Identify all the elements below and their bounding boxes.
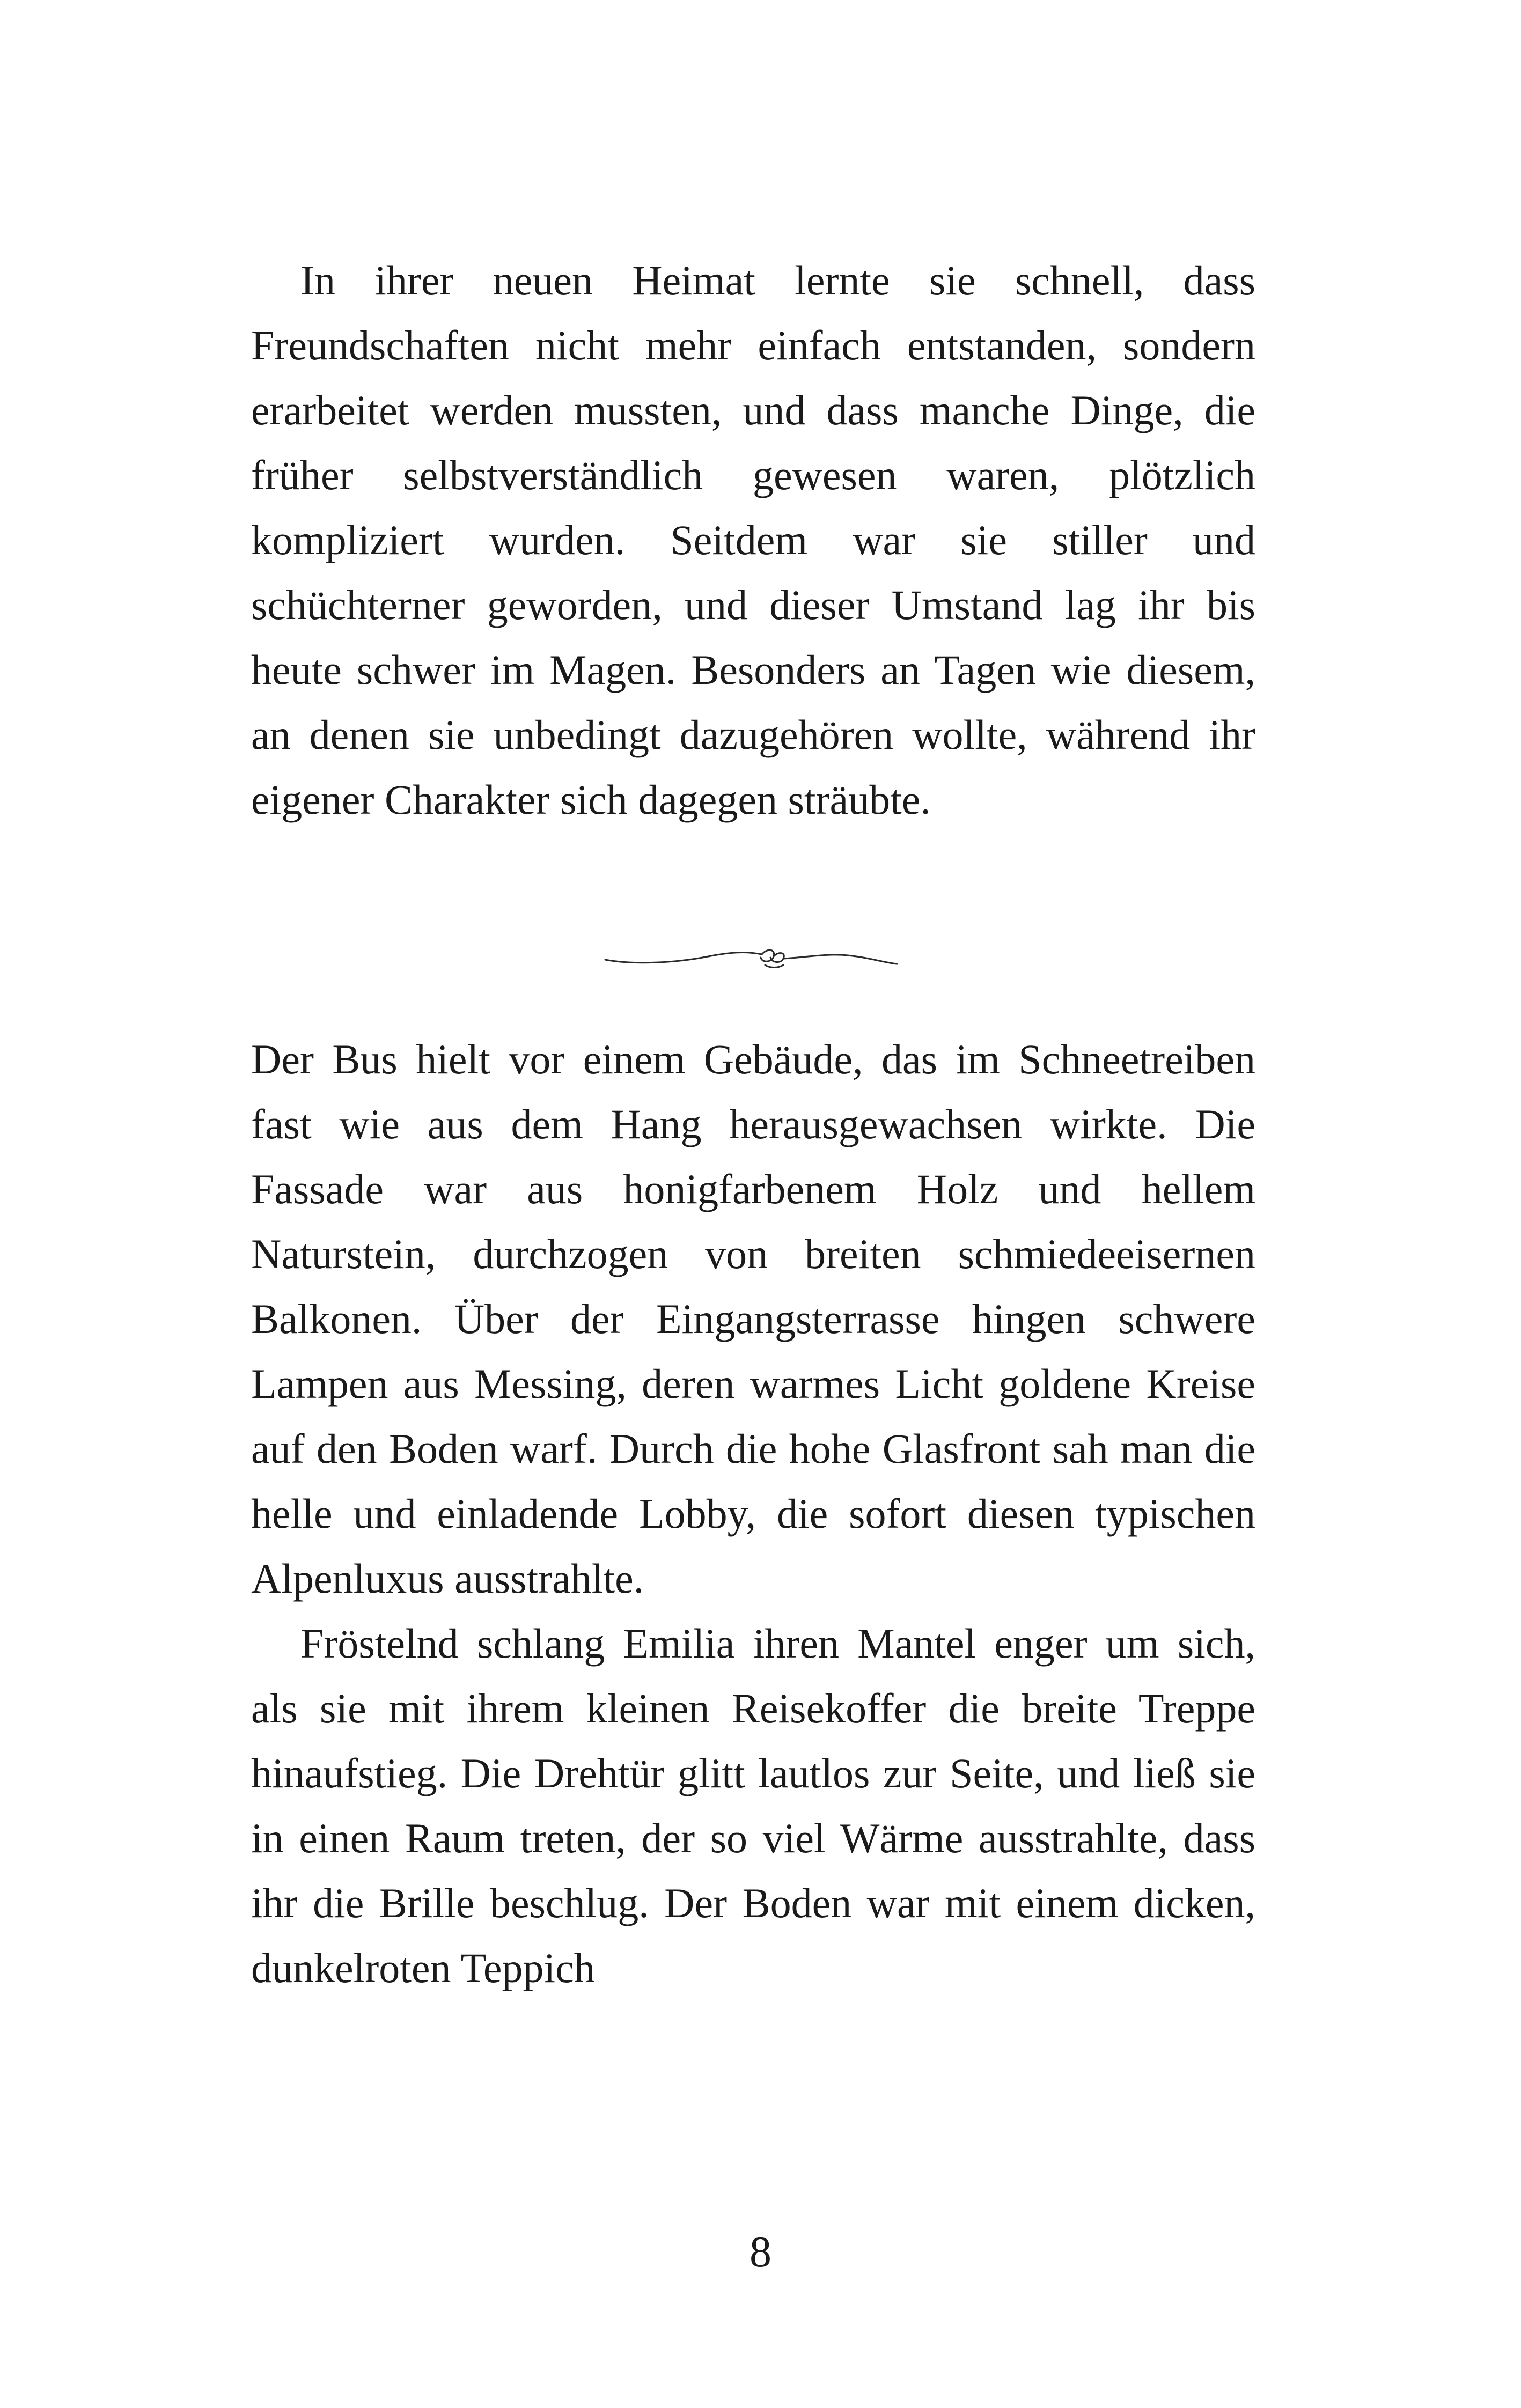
page-number: 8 <box>750 2227 771 2276</box>
section-two <box>251 1027 1255 2000</box>
flourish-divider-icon <box>601 941 901 974</box>
paragraph: Fröstelnd schlang Emilia ihren Mantel enger um sich, als sie mit ihrem kleinen Reisekoffer die breite Treppe hinaufstieg. Die Drehtür glitt lautlos zur Seite, und ließ sie in einen Raum treten, der so viel Wärme ausstrahlte, dass ihr die Brille beschlug. Der Boden war mit einem dicken, dunkelroten Teppich <box>251 1620 1255 1991</box>
paragraph: Der Bus hielt vor einem Gebäude, das im Schneetreiben fast wie aus dem Hang herausgewachsen wirkte. Die Fassade war aus honigfarbenem Holz und hellem Naturstein, durchzogen von breiten schmiedeeisernen Balkonen. Über der Eingangsterrasse hingen schwere Lampen aus Messing, deren warmes Licht goldene Kreise auf den Boden warf. Durch die hohe Glasfront sah man die helle und einladende Lobby, die sofort diesen typischen Alpenluxus ausstrahlte. <box>251 1036 1255 1602</box>
paragraph: In ihrer neuen Heimat lernte sie schnell, dass Freundschaften nicht mehr einfach entstanden, sondern erarbeitet werden mussten, und dass manche Dinge, die früher selbstverständlich gewesen waren, plötzlich kompliziert wurden. Seitdem war sie stiller und schüchterner geworden, und dieser Umstand lag ihr bis heute schwer im Magen. Besonders an Tagen wie diesem, an denen sie unbedingt dazugehören wollte, während ihr eigener Charakter sich dagegen sträubte. <box>251 257 1255 823</box>
section-one <box>251 248 1255 832</box>
